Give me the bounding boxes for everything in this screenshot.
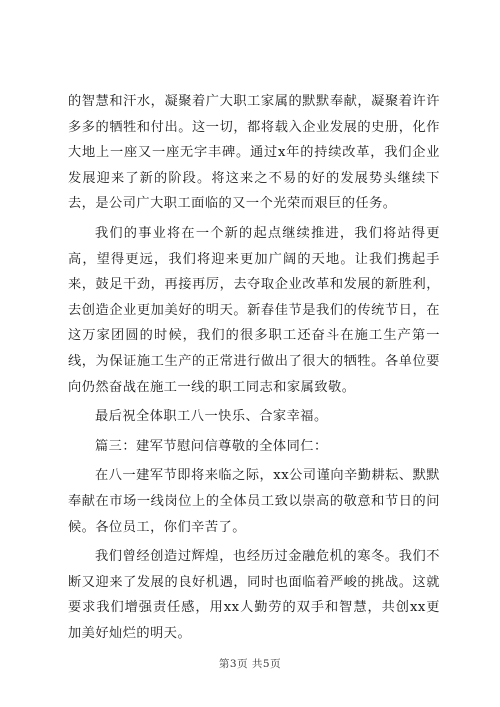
page-number-footer: 第3页 共5页 (218, 658, 282, 670)
paragraph-5: 在八一建军节即将来临之际，xx公司谨向辛勤耕耘、默默奉献在市场一线岗位上的全体员工致以崇高的敬意和节日的问候。各位员工，你们辛苦了。 (68, 468, 440, 535)
paragraph-1: 的智慧和汗水，凝聚着广大职工家属的默默奉献，凝聚着许许多多的牺牲和付出。这一切，都将载入企业发展的史册，化作大地上一座又一座无字丰碑。通过x年的持续改革，我们企业发展迎来了新的阶段。将这来之不易的好的发展势头继续下去，是公司广大职工面临的又一个光荣而艰巨的任务。 (68, 94, 440, 212)
paragraph-6: 我们曾经创造过辉煌，也经历过金融危机的寒冬。我们不断又迎来了发展的良好机遇，同时也面临着严峻的挑战。这就要求我们增强责任感，用xx人勤劳的双手和智慧，共创xx更加美好灿烂的明天。 (68, 549, 440, 641)
paragraph-4: 篇三：建军节慰问信尊敬的全体同仁： (95, 438, 328, 454)
document-body (68, 89, 440, 646)
paragraph-3: 最后祝全体职工八一快乐、合家幸福。 (95, 409, 328, 425)
paragraph-2: 我们的事业将在一个新的起点继续推进，我们将站得更高，望得更远，我们将迎来更加广阔的天地。让我们携起手来，鼓足干劲，再接再厉，去夺取企业改革和发展的新胜利，去创造企业更加美好的明天。新春佳节是我们的传统节日，在这万家团圆的时候，我们的很多职工还奋斗在施工生产第一线，为保证施工生产的正常进行做出了很大的牺牲。各单位要向仍然奋战在施工一线的职工同志和家属致敬。 (68, 225, 440, 395)
